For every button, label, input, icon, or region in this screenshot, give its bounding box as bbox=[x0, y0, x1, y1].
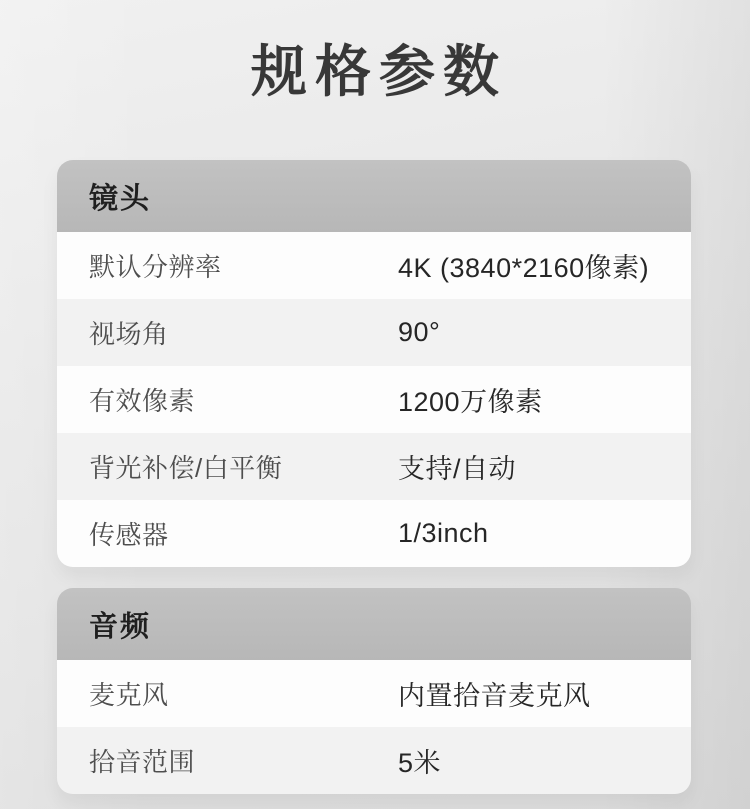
spec-row bbox=[57, 727, 691, 794]
spec-label: 背光补偿/白平衡 bbox=[89, 453, 283, 483]
section-body bbox=[57, 660, 691, 794]
section-header bbox=[57, 160, 691, 232]
spec-value: 5米 bbox=[398, 748, 442, 778]
spec-value: 内置拾音麦克风 bbox=[398, 681, 591, 711]
spec-value: 支持/自动 bbox=[398, 454, 517, 484]
spec-value: 1200万像素 bbox=[398, 387, 543, 417]
section-header bbox=[57, 588, 691, 660]
spec-row bbox=[57, 366, 691, 433]
spec-label: 有效像素 bbox=[89, 386, 196, 416]
spec-label: 拾音范围 bbox=[89, 747, 196, 777]
spec-label: 视场角 bbox=[89, 319, 169, 349]
spec-row bbox=[57, 660, 691, 727]
spec-label: 传感器 bbox=[89, 520, 169, 550]
spec-value: 1/3inch bbox=[398, 518, 489, 548]
spec-row bbox=[57, 299, 691, 366]
spec-value: 90° bbox=[398, 317, 441, 347]
section-title: 镜头 bbox=[89, 182, 152, 215]
section-title: 音频 bbox=[89, 610, 152, 643]
spec-row bbox=[57, 433, 691, 500]
section-body bbox=[57, 232, 691, 567]
spec-label: 默认分辨率 bbox=[89, 252, 222, 282]
spec-card-audio bbox=[57, 588, 691, 794]
spec-sections bbox=[0, 160, 750, 794]
page-title: 规格参数 bbox=[251, 40, 507, 103]
spec-row bbox=[57, 500, 691, 567]
spec-row bbox=[57, 232, 691, 299]
spec-card-lens bbox=[57, 160, 691, 567]
spec-value: 4K (3840*2160像素) bbox=[398, 253, 650, 283]
spec-label: 麦克风 bbox=[89, 680, 169, 710]
